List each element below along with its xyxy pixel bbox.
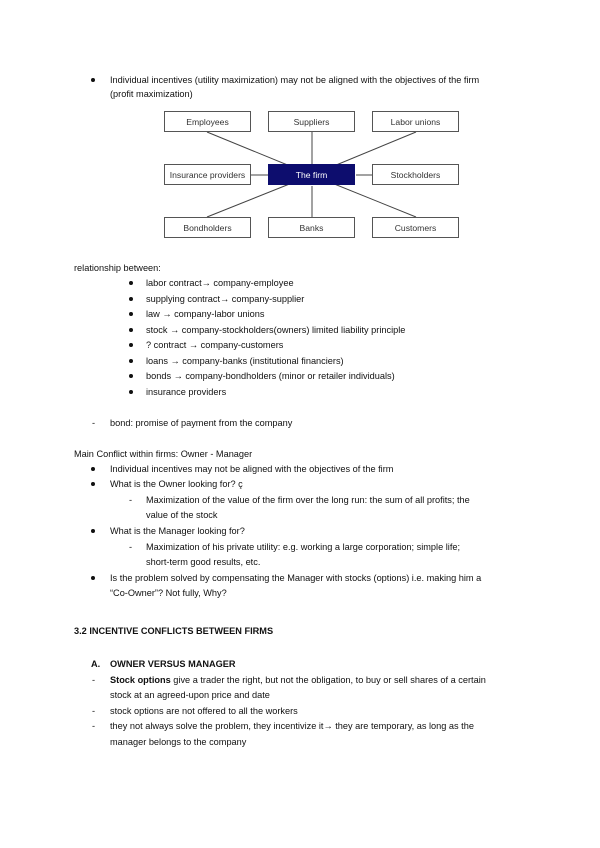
stock-item: stock options are not offered to all the workers (110, 706, 298, 716)
relationship-item: ? contract → company-customers (146, 340, 284, 350)
relationship-item: law → company-labor unions (146, 309, 265, 319)
conflict-sub-item-cont: value of the stock (146, 510, 218, 520)
subsection-marker: A. (91, 659, 101, 669)
bullet-dot (129, 328, 133, 332)
dash-marker: - (92, 675, 96, 685)
stock-item-cont: manager belongs to the company (110, 737, 247, 747)
bullet-dot (129, 297, 133, 301)
conflict-item: Is the problem solved by compensating the Manager with stocks (options) i.e. making him a (110, 573, 482, 583)
bullet-dot (129, 281, 133, 285)
bullet-dot (91, 467, 95, 471)
conflict-item: Individual incentives may not be aligned with the objectives of the firm (110, 464, 394, 474)
bullet-dot (91, 576, 95, 580)
relationship-item: loans → company-banks (institutional financiers) (146, 356, 344, 366)
conflict-sub-item-cont: short-term good results, etc. (146, 557, 261, 567)
box-stockholders: Stockholders (372, 164, 459, 185)
relationship-item: supplying contract→ company-supplier (146, 294, 305, 304)
box-suppliers: Suppliers (268, 111, 355, 132)
box-banks: Banks (268, 217, 355, 238)
bullet-dot (129, 312, 133, 316)
box-the-firm: The firm (268, 164, 355, 185)
relationship-item: labor contract→ company-employee (146, 278, 294, 288)
relationship-item: insurance providers (146, 387, 227, 397)
conflict-item-cont: “Co-Owner”? Not fully, Why? (110, 588, 227, 598)
stock-options-definition: give a trader the right, but not the obligation, to buy or sell shares of a certain (170, 675, 486, 685)
conflict-sub-item: Maximization of his private utility: e.g. working a large corporation; simple life; (146, 542, 461, 552)
bullet-dot (91, 529, 95, 533)
stock-item (110, 674, 486, 686)
bullet-dot (129, 343, 133, 347)
box-employees: Employees (164, 111, 251, 132)
conflict-sub-item: Maximization of the value of the firm over the long run: the sum of all profits; the (146, 495, 470, 505)
bullet-dot (129, 359, 133, 363)
intro-bullet-line2-mask: (profit maximization) (110, 89, 193, 99)
bond-note: bond: promise of payment from the company (110, 418, 293, 428)
bullet-dot (129, 374, 133, 378)
bullet-dot (91, 482, 95, 486)
conflict-heading: Main Conflict within firms: Owner - Manager (74, 449, 253, 459)
stock-item-cont: stock at an agreed-upon price and date (110, 690, 270, 700)
dash-marker: - (92, 706, 96, 716)
conflict-item: What is the Owner looking for? ç (110, 479, 243, 489)
relationship-item: stock → company-stockholders(owners) limited liability principle (146, 325, 406, 335)
stock-item: they not always solve the problem, they incentivize it→ they are temporary, as long as the (110, 721, 474, 731)
subsection-title: OWNER VERSUS MANAGER (110, 659, 236, 669)
section-title: 3.2 INCENTIVE CONFLICTS BETWEEN FIRMS (74, 626, 274, 636)
box-bondholders: Bondholders (164, 217, 251, 238)
relationship-heading: relationship between: (74, 263, 161, 273)
bullet-dot (129, 390, 133, 394)
dash-marker: - (129, 495, 133, 505)
relationship-item: bonds → company-bondholders (minor or retailer individuals) (146, 371, 395, 381)
box-customers: Customers (372, 217, 459, 238)
stock-options-term: Stock options (110, 675, 171, 685)
conflict-item: What is the Manager looking for? (110, 526, 245, 536)
intro-bullet-text: Individual incentives (utility maximization) may not be aligned with the objectives of the firm (110, 75, 480, 85)
dash-marker: - (129, 542, 133, 552)
dash-marker: - (92, 721, 96, 731)
dash-marker: - (92, 418, 96, 428)
box-labor-unions: Labor unions (372, 111, 459, 132)
box-insurance-providers: Insurance providers (164, 164, 251, 185)
